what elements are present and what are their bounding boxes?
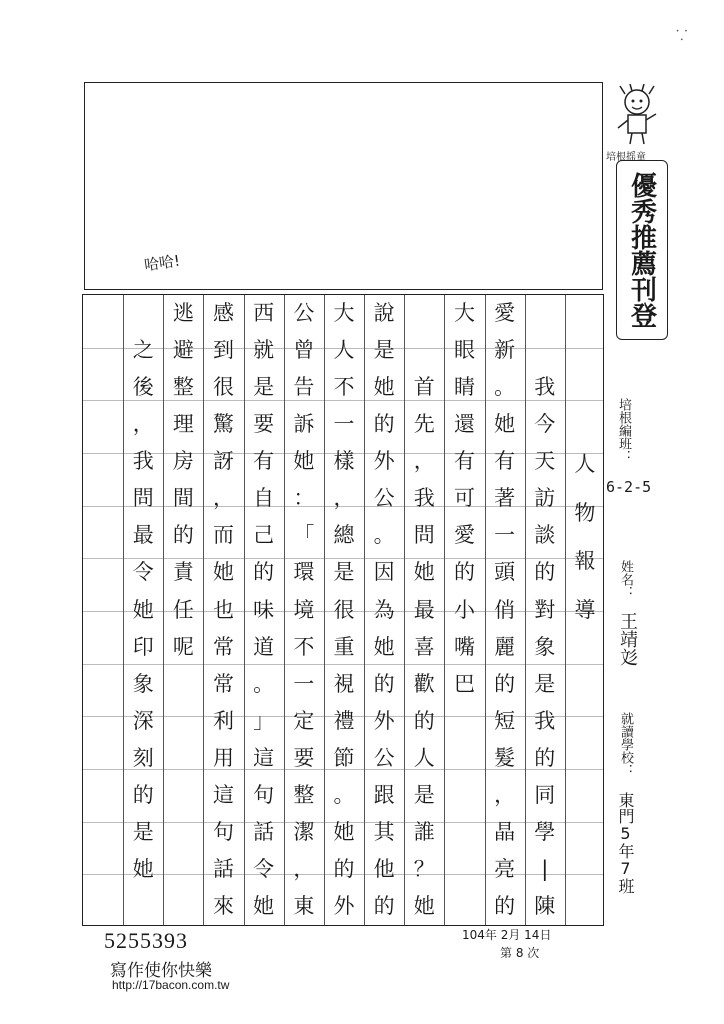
text-column bbox=[444, 295, 484, 925]
grid-character: 人 bbox=[333, 338, 355, 363]
grid-character bbox=[129, 295, 157, 332]
grid-character bbox=[169, 888, 197, 925]
grid-character: 的 bbox=[253, 560, 275, 585]
grid-character: 人 bbox=[574, 452, 596, 477]
grid-character: 物 bbox=[574, 500, 596, 525]
grid-character: 己 bbox=[253, 523, 275, 548]
corner-scribble: ⸪ bbox=[676, 28, 688, 44]
grid-character bbox=[450, 740, 478, 777]
grid-character: 利 bbox=[213, 708, 235, 733]
grid-character: 任 bbox=[172, 597, 194, 622]
grid-character: 喜 bbox=[413, 634, 435, 659]
grid-character: 我 bbox=[534, 375, 556, 400]
grid-character: 理 bbox=[172, 412, 194, 437]
grid-character: 她 bbox=[373, 634, 395, 659]
grid-character: 後 bbox=[132, 375, 154, 400]
grid-character: 公 bbox=[373, 486, 395, 511]
grid-character: 的 bbox=[534, 745, 556, 770]
grid-character: 還 bbox=[453, 412, 475, 437]
grid-character: 要 bbox=[253, 412, 275, 437]
grid-character: 不 bbox=[293, 634, 315, 659]
grid-character bbox=[450, 814, 478, 851]
grid-character bbox=[531, 332, 559, 369]
grid-character: 道 bbox=[253, 634, 275, 659]
grid-character: 誰 bbox=[413, 819, 435, 844]
grid-character: 她 bbox=[373, 375, 395, 400]
grid-character: 告 bbox=[293, 375, 315, 400]
grid-character: 。 bbox=[253, 671, 275, 696]
text-column bbox=[324, 295, 364, 925]
grid-character: 外 bbox=[373, 449, 395, 474]
grid-character: 這 bbox=[253, 745, 275, 770]
grid-character: 也 bbox=[213, 597, 235, 622]
grid-character: 的 bbox=[453, 560, 475, 585]
grid-character: 很 bbox=[333, 597, 355, 622]
grid-character: 短 bbox=[494, 708, 516, 733]
grid-character bbox=[450, 851, 478, 888]
grid-character: 的 bbox=[373, 894, 395, 919]
grid-character bbox=[169, 851, 197, 888]
grid-character: 感 bbox=[213, 301, 235, 326]
grid-character: 很 bbox=[213, 375, 235, 400]
grid-character: 問 bbox=[132, 486, 154, 511]
logo-caption: 培根摇童 bbox=[606, 152, 646, 163]
text-column bbox=[284, 295, 324, 925]
grid-character: 公 bbox=[373, 745, 395, 770]
grid-character: 公 bbox=[293, 301, 315, 326]
grid-character: 自 bbox=[253, 486, 275, 511]
grid-character: 的 bbox=[333, 856, 355, 881]
grid-character bbox=[169, 740, 197, 777]
grid-character: 最 bbox=[132, 523, 154, 548]
text-column bbox=[525, 295, 565, 925]
grid-character: 先 bbox=[413, 412, 435, 437]
grid-character: 他 bbox=[373, 856, 395, 881]
grid-character: 愛 bbox=[453, 523, 475, 548]
grid-character: ， bbox=[494, 782, 516, 807]
grid-character: 同 bbox=[534, 782, 556, 807]
grid-character: 曾 bbox=[293, 338, 315, 363]
grid-character: ， bbox=[413, 449, 435, 474]
grid-character bbox=[571, 683, 599, 731]
sequence-line: 第 8 次 bbox=[500, 946, 540, 960]
text-column bbox=[163, 295, 203, 925]
grid-character: 令 bbox=[132, 560, 154, 585]
grid-character: 逃 bbox=[172, 301, 194, 326]
grid-character: ： bbox=[293, 486, 315, 511]
grid-character: 常 bbox=[213, 671, 235, 696]
grid-character: 責 bbox=[172, 560, 194, 585]
text-column bbox=[244, 295, 284, 925]
grid-character: 她 bbox=[333, 819, 355, 844]
grid-character: 到 bbox=[213, 338, 235, 363]
grid-character: 總 bbox=[333, 523, 355, 548]
grid-character: 視 bbox=[333, 671, 355, 696]
grid-character: 她 bbox=[213, 560, 235, 585]
grid-character: 其 bbox=[373, 819, 395, 844]
grid-character: 有 bbox=[494, 449, 516, 474]
grid-character: ， bbox=[333, 486, 355, 511]
grid-character: 這 bbox=[213, 782, 235, 807]
grid-character: 的 bbox=[373, 671, 395, 696]
mascot-logo-icon bbox=[612, 84, 662, 146]
grid-character bbox=[450, 888, 478, 925]
grid-character: 樣 bbox=[333, 449, 355, 474]
grid-character: 可 bbox=[453, 486, 475, 511]
grid-character: 報 bbox=[574, 549, 596, 574]
stamp-url: http://17bacon.com.tw bbox=[112, 978, 230, 992]
grid-character bbox=[450, 777, 478, 814]
manuscript-grid bbox=[82, 294, 604, 926]
grid-character: 定 bbox=[293, 708, 315, 733]
grid-character: 之 bbox=[132, 338, 154, 363]
grid-character: 是 bbox=[413, 782, 435, 807]
grid-character: 她 bbox=[413, 560, 435, 585]
grid-character: 晶 bbox=[494, 819, 516, 844]
grid-character: 陳 bbox=[534, 894, 556, 919]
grid-character: 因 bbox=[373, 560, 395, 585]
grid-character: 她 bbox=[494, 412, 516, 437]
grid-character: 最 bbox=[413, 597, 435, 622]
grid-character: 一 bbox=[293, 671, 315, 696]
grid-character bbox=[571, 634, 599, 682]
grid-character: 新 bbox=[494, 338, 516, 363]
grid-character: 。 bbox=[494, 375, 516, 400]
grid-character bbox=[410, 332, 438, 369]
text-column bbox=[404, 295, 444, 925]
grid-character bbox=[571, 828, 599, 876]
name-label: 姓名： bbox=[618, 560, 633, 599]
grid-character: 」 bbox=[253, 708, 275, 733]
grid-character: 常 bbox=[213, 634, 235, 659]
grid-character: 印 bbox=[132, 634, 154, 659]
grid-character bbox=[450, 703, 478, 740]
grid-character: 天 bbox=[534, 449, 556, 474]
grid-character: 跟 bbox=[373, 782, 395, 807]
grid-character: 重 bbox=[333, 634, 355, 659]
grid-character: 首 bbox=[413, 375, 435, 400]
grid-character: 我 bbox=[534, 708, 556, 733]
grid-character: 眼 bbox=[453, 338, 475, 363]
grid-character: 有 bbox=[453, 449, 475, 474]
grid-character: 味 bbox=[253, 597, 275, 622]
grid-character: 對 bbox=[534, 597, 556, 622]
name-value: 王靖彣 bbox=[617, 612, 638, 666]
grid-character bbox=[571, 877, 599, 925]
grid-character: 小 bbox=[453, 597, 475, 622]
grid-character: 整 bbox=[293, 782, 315, 807]
grid-character: 亮 bbox=[494, 856, 516, 881]
grid-character: 話 bbox=[253, 819, 275, 844]
grid-character: | bbox=[541, 856, 549, 881]
grid-character: 來 bbox=[213, 894, 235, 919]
grid-character: 令 bbox=[253, 856, 275, 881]
school-value: 東門5年7班 bbox=[616, 792, 635, 894]
grid-character: 俏 bbox=[494, 597, 516, 622]
grid-character: 整 bbox=[172, 375, 194, 400]
stamp-code: 5255393 bbox=[104, 928, 188, 953]
grid-character: 頭 bbox=[494, 560, 516, 585]
grid-character: 是 bbox=[333, 560, 355, 585]
grid-character: 環 bbox=[293, 560, 315, 585]
grid-character: 話 bbox=[213, 856, 235, 881]
grid-character: 是 bbox=[373, 338, 395, 363]
grid-character: 「 bbox=[293, 523, 315, 548]
grid-character: 訪 bbox=[534, 486, 556, 511]
text-column bbox=[203, 295, 243, 925]
grid-character: 睛 bbox=[453, 375, 475, 400]
grid-character bbox=[129, 888, 157, 925]
grid-character bbox=[410, 295, 438, 332]
grid-character: 東 bbox=[293, 894, 315, 919]
grid-character: 嘴 bbox=[453, 634, 475, 659]
grid-character: 刻 bbox=[132, 745, 154, 770]
class-value: 6-2-5 bbox=[606, 478, 652, 496]
grid-character bbox=[531, 295, 559, 332]
class-label: 培根編班： bbox=[616, 398, 631, 463]
grid-character: 我 bbox=[413, 486, 435, 511]
grid-character: 境 bbox=[293, 597, 315, 622]
grid-character: 是 bbox=[253, 375, 275, 400]
grid-character: 句 bbox=[253, 782, 275, 807]
grid-character: 避 bbox=[172, 338, 194, 363]
grid-character: 不 bbox=[333, 375, 355, 400]
comment-note: 哈哈! bbox=[142, 251, 182, 275]
grid-character: 潔 bbox=[293, 819, 315, 844]
grid-character: ， bbox=[132, 412, 154, 437]
grid-character: ， bbox=[213, 486, 235, 511]
grid-character: 。 bbox=[373, 523, 395, 548]
grid-character: 學 bbox=[534, 819, 556, 844]
grid-character: 外 bbox=[333, 894, 355, 919]
grid-character: 的 bbox=[534, 560, 556, 585]
grid-character bbox=[571, 780, 599, 828]
grid-character: 就 bbox=[253, 338, 275, 363]
grid-character: ？ bbox=[413, 856, 435, 881]
grid-character bbox=[169, 814, 197, 851]
grid-character: 用 bbox=[213, 745, 235, 770]
grid-character: 外 bbox=[373, 708, 395, 733]
grid-character bbox=[571, 731, 599, 779]
grid-character: 歡 bbox=[413, 671, 435, 696]
grid-character: 有 bbox=[253, 449, 275, 474]
grid-character: ， bbox=[293, 856, 315, 881]
grid-character: 句 bbox=[213, 819, 235, 844]
grid-character: 禮 bbox=[333, 708, 355, 733]
grid-character: 的 bbox=[132, 782, 154, 807]
text-column bbox=[565, 295, 605, 925]
grid-character: 她 bbox=[293, 449, 315, 474]
grid-character: 的 bbox=[373, 412, 395, 437]
grid-character: 她 bbox=[132, 856, 154, 881]
grid-character: 象 bbox=[534, 634, 556, 659]
grid-character: 人 bbox=[413, 745, 435, 770]
grid-character: 我 bbox=[132, 449, 154, 474]
grid-character: 髮 bbox=[494, 745, 516, 770]
grid-character: 一 bbox=[494, 523, 516, 548]
grid-character: 大 bbox=[333, 301, 355, 326]
grid-character: 問 bbox=[413, 523, 435, 548]
grid-character: 說 bbox=[373, 301, 395, 326]
grid-character: 訴 bbox=[293, 412, 315, 437]
grid-character: 是 bbox=[534, 671, 556, 696]
grid-character: 的 bbox=[172, 523, 194, 548]
grid-character: 房 bbox=[172, 449, 194, 474]
stamp-slogan: 寫作使你快樂 bbox=[110, 961, 212, 981]
recommendation-title: 優秀推薦刊登 bbox=[616, 160, 668, 340]
grid-character: 而 bbox=[213, 523, 235, 548]
grid-character: 她 bbox=[253, 894, 275, 919]
grid-character: 她 bbox=[413, 894, 435, 919]
grid-character bbox=[571, 343, 599, 391]
grid-character bbox=[169, 703, 197, 740]
grid-character: 她 bbox=[132, 597, 154, 622]
grid-character: 今 bbox=[534, 412, 556, 437]
grid-character: 深 bbox=[132, 708, 154, 733]
grid-character bbox=[169, 777, 197, 814]
grid-character: 的 bbox=[494, 671, 516, 696]
text-column bbox=[364, 295, 404, 925]
grid-character: 著 bbox=[494, 486, 516, 511]
grid-character: 西 bbox=[253, 301, 275, 326]
grid-character: 的 bbox=[494, 894, 516, 919]
grid-character: 大 bbox=[453, 301, 475, 326]
grid-character: 談 bbox=[534, 523, 556, 548]
grid-character: 間 bbox=[172, 486, 194, 511]
grid-character bbox=[571, 295, 599, 343]
grid-character: 愛 bbox=[494, 301, 516, 326]
grid-character: 節 bbox=[333, 745, 355, 770]
grid-character: 為 bbox=[373, 597, 395, 622]
grid-character: 麗 bbox=[494, 634, 516, 659]
grid-character: 是 bbox=[132, 819, 154, 844]
grid-character: 要 bbox=[293, 745, 315, 770]
grid-character: 巴 bbox=[453, 671, 475, 696]
text-column bbox=[123, 295, 163, 925]
grid-character bbox=[571, 392, 599, 440]
grid-character: 。 bbox=[333, 782, 355, 807]
date-line: 104年 2月 14日 bbox=[462, 928, 552, 942]
grid-character: 導 bbox=[574, 597, 596, 622]
school-label: 就讀學校： bbox=[618, 712, 633, 777]
grid-character: 驚 bbox=[213, 412, 235, 437]
grid-character: 訝 bbox=[213, 449, 235, 474]
grid-character: 一 bbox=[333, 412, 355, 437]
grid-character: 象 bbox=[132, 671, 154, 696]
grid-character: 的 bbox=[413, 708, 435, 733]
text-column bbox=[485, 295, 525, 925]
grid-character: 呢 bbox=[172, 634, 194, 659]
grid-character bbox=[169, 666, 197, 703]
